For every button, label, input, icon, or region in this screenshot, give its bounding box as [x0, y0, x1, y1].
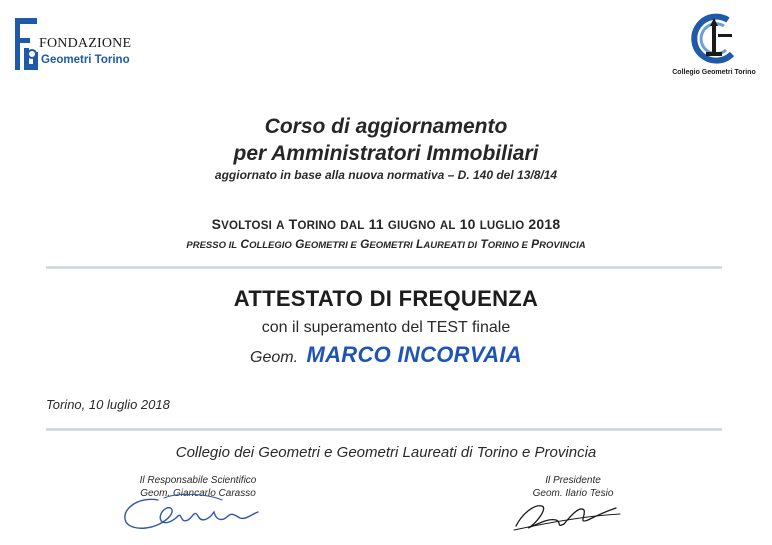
venue-part: OLLEGIO — [249, 240, 292, 251]
signature-left-icon — [118, 486, 268, 536]
venue-part: EOMETRI — [369, 240, 413, 251]
logo-geometri-torino-text: Geometri Torino — [41, 54, 130, 66]
venue-part: ROVINCIA — [539, 240, 586, 251]
recipient-honorific: Geom. — [250, 349, 299, 366]
dates-part: ORINO — [297, 220, 337, 232]
signatory-right-role: Il Presidente — [545, 475, 601, 486]
divider-bottom — [46, 428, 722, 431]
venue-part: G — [291, 237, 305, 251]
dates-part: S — [211, 216, 222, 232]
course-title-line2: per Amministratori Immobiliari — [233, 142, 539, 165]
collegio-logo — [666, 12, 762, 82]
fg-monogram-icon — [14, 14, 40, 72]
course-venue — [0, 237, 772, 251]
course-subtitle: aggiornato in base alla nuova normativa – D. 140 del 13/8/14 — [214, 168, 558, 182]
venue-part: T — [477, 237, 488, 251]
collegio-emblem-icon — [688, 12, 740, 68]
dates-part: AL — [439, 220, 456, 232]
dates-part: DAL — [340, 220, 365, 232]
dates-part: GIUGNO — [387, 220, 436, 232]
dates-part: 2018 — [524, 216, 561, 232]
venue-part: EOMETRI E — [304, 240, 357, 251]
issuer: Collegio dei Geometri e Geometri Laureati di Torino e Provincia — [175, 444, 597, 461]
place-date: Torino, 10 luglio 2018 — [46, 397, 170, 412]
signatory-left-role: Il Responsabile Scientifico — [139, 475, 257, 486]
signatory-left-name: Geom. Giancarlo Carasso — [140, 488, 256, 499]
certificate-heading: ATTESTATO DI FREQUENZA — [233, 286, 539, 311]
venue-part: PRESSO IL — [186, 240, 238, 251]
venue-part: ORINO E — [487, 240, 528, 251]
course-dates — [0, 216, 772, 232]
fondazione-logo — [14, 14, 134, 72]
signatory-right-name: Geom. Ilario Tesio — [532, 488, 614, 499]
signature-right-icon — [512, 494, 622, 534]
venue-part: P — [527, 237, 540, 251]
venue-part: C — [237, 237, 250, 251]
dates-part: T — [284, 216, 298, 232]
dates-part: LUGLIO — [479, 220, 525, 232]
certificate-test-line: con il superamento del TEST finale — [261, 319, 511, 336]
dates-part: 11 — [364, 216, 388, 232]
course-title-line1: Corso di aggiornamento — [264, 115, 508, 138]
divider-top — [46, 266, 722, 269]
certificate-recipient-line — [0, 342, 772, 368]
venue-part: AUREATI DI — [423, 240, 478, 251]
recipient-name: MARCO INCORVAIA — [306, 342, 522, 367]
logo-collegio-caption: Collegio Geometri Torino — [672, 69, 756, 76]
dates-part: A — [276, 220, 285, 232]
venue-part: G — [356, 237, 370, 251]
logo-fondazione-text: FONDAZIONE — [39, 36, 132, 51]
venue-part: L — [412, 237, 424, 251]
dates-part: 10 — [455, 216, 480, 232]
dates-part: VOLTOSI — [221, 220, 272, 232]
